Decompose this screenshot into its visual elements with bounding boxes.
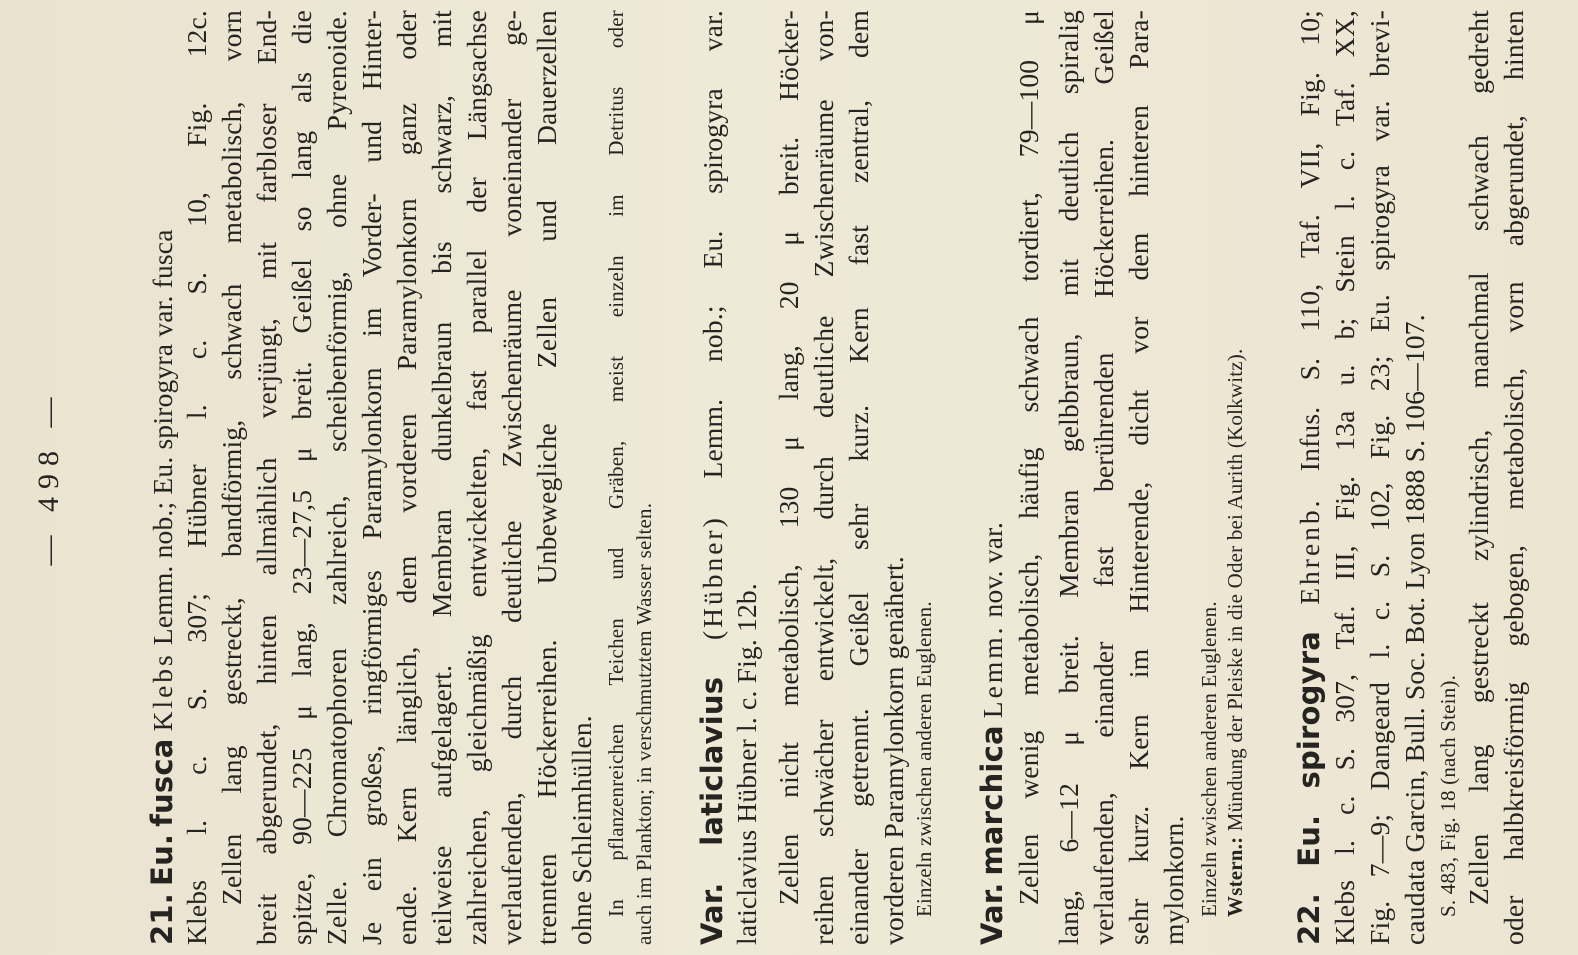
entry21-desc-line: Zelle. Chromatophoren zahlreich, scheibenförmig, ohne Pyrenoide. bbox=[321, 10, 352, 945]
marchica-desc-line: verlaufenden, einander fast berührenden Höckerreihen. Geißel bbox=[1088, 10, 1119, 945]
laticlavius-author: (Hübner) bbox=[697, 515, 728, 641]
entry22-reference-start: Infus. S. 110, Taf. VII, Fig. 10; bbox=[1294, 10, 1325, 472]
marchica-desc-line: mylonkorn. bbox=[1158, 815, 1189, 945]
entry21-desc-line: teilweise aufgelagert. Membran dunkelbraun bis schwarz, mit bbox=[426, 10, 457, 945]
entry21-desc-line: ohne Schleimhüllen. bbox=[566, 715, 597, 945]
entry21-species: fusca bbox=[145, 738, 179, 827]
entry21-desc-line: verlaufenden, durch deutliche Zwischenräume voneinander ge- bbox=[496, 10, 527, 945]
entry21-desc-line: ende. Kern länglich, dem vorderen Paramylonkorn ganz oder bbox=[391, 10, 422, 945]
entry22-heading bbox=[1294, 10, 1325, 945]
entry22-desc-line: Zellen lang gestreckt zylindrisch, manchmal schwach gedreht bbox=[1463, 10, 1494, 905]
entry21-number: 21. bbox=[145, 893, 179, 945]
entry21-desc-line: Je ein großes, ringförmiges Paramylonkorn im Vorder- und Hinter- bbox=[356, 10, 387, 945]
laticlavius-desc-line: reihen schwächer entwickelt, durch deutliche Zwischenräume von- bbox=[808, 10, 839, 945]
entry22-author: Ehrenb. bbox=[1294, 497, 1325, 605]
laticlavius-heading bbox=[697, 10, 728, 945]
marchica-name: marchica bbox=[975, 725, 1009, 876]
entry21-desc-line: Zellen lang gestreckt, bandförmig, schwach metabolisch, vorn bbox=[216, 10, 247, 905]
entry22-figure-note: S. 483, Fig. 18 (nach Stein). bbox=[1436, 674, 1460, 917]
marchica-note: Einzeln zwischen anderen Euglenen. bbox=[1197, 601, 1221, 917]
entry21-desc-line: trennten Höckerreihen. Unbewegliche Zellen und Dauerzellen bbox=[531, 10, 562, 945]
laticlavius-name: laticlavius bbox=[695, 676, 729, 846]
laticlavius-desc-line: Zellen nicht metabolisch, 130 μ lang, 20 μ breit. Höcker- bbox=[773, 10, 804, 905]
entry21-synonymy: Lemm. nob.; Eu. spirogyra var. fusca bbox=[147, 229, 178, 646]
entry21-note-line: In pflanzenreichen Teichen und Gräben, meist einzeln im Detritus oder bbox=[604, 10, 628, 917]
entry21-heading bbox=[147, 10, 178, 945]
entry21-author: Klebs bbox=[147, 652, 178, 732]
laticlavius-synonymy: Lemm. nob.; Eu. spirogyra var. bbox=[697, 9, 728, 479]
laticlavius-reference: laticlavius Hübner l. c. Fig. 12b. bbox=[731, 583, 762, 945]
entry21-reference: Klebs l. c. S. 307; Hübner l. c. S. 10, Fig. 12c. bbox=[181, 10, 212, 945]
marchica-heading bbox=[977, 10, 1008, 945]
entry21-desc-line: spitze, 90—225 μ lang, 23—27,5 μ breit. Geißel so lang als die bbox=[286, 10, 317, 945]
entry21-genus: Eu. bbox=[145, 833, 179, 886]
entry22-number: 22. bbox=[1292, 893, 1326, 945]
entry22-reference-line: Klebs l. c. S. 307, Taf. III, Fig. 13a u. b; Stein l. c. Taf. XX, bbox=[1329, 10, 1360, 945]
entry22-genus: Eu. bbox=[1292, 814, 1326, 867]
marchica-author: Lemm. bbox=[977, 624, 1008, 719]
marchica-desc-line: sehr kurz. Kern im Hinterende, dicht vor dem hinteren Para- bbox=[1123, 10, 1154, 945]
marchica-desc-line: Zellen wenig metabolisch, häufig schwach tordiert, 79—100 μ bbox=[1013, 10, 1044, 905]
page-number: — 498 — bbox=[32, 389, 65, 566]
entry21-desc-line: breit abgerundet, hinten allmählich verjüngt, mit farbloser End- bbox=[251, 10, 282, 945]
marchica-status: nov. var. bbox=[977, 521, 1008, 618]
marchica-locality-label: Wstern.: bbox=[1223, 836, 1247, 917]
entry22-reference-line: caudata Garcin, Bull. Soc. Bot. Lyon 1888 S. 106—107. bbox=[1399, 314, 1430, 945]
laticlavius-desc-line: vorderen Paramylonkorn genähert. bbox=[878, 556, 909, 945]
marchica-desc-line: lang, 6—12 μ breit. Membran gelbbraun, mit deutlich spiralig bbox=[1053, 10, 1084, 945]
laticlavius-desc-line: einander getrennt. Geißel sehr kurz. Kern fast zentral, dem bbox=[843, 10, 874, 945]
marchica-prefix: Var. bbox=[975, 882, 1009, 945]
laticlavius-note: Einzeln zwischen anderen Euglenen. bbox=[912, 601, 936, 917]
laticlavius-prefix: Var. bbox=[695, 882, 729, 945]
entry22-desc-line: oder halbkreisförmig gebogen, metabolisch, vorn abgerundet, hinten bbox=[1498, 10, 1529, 945]
entry22-reference-line: Fig. 7—9; Dangeard l. c. S. 102, Fig. 23; Eu. spirogyra var. brevi- bbox=[1364, 10, 1395, 945]
rotated-text-block bbox=[32, 10, 1532, 945]
marchica-locality bbox=[1223, 10, 1247, 917]
entry21-desc-line: zahlreichen, gleichmäßig entwickelten, fast parallel der Längsachse bbox=[461, 10, 492, 945]
entry21-note-line: auch im Plankton; in verschmutztem Wasser selten. bbox=[632, 502, 656, 945]
marchica-locality-text: Mündung der Pleiske in die Oder bei Aurith (Kolkwitz). bbox=[1223, 348, 1247, 832]
entry22-species: spirogyra bbox=[1292, 630, 1326, 789]
